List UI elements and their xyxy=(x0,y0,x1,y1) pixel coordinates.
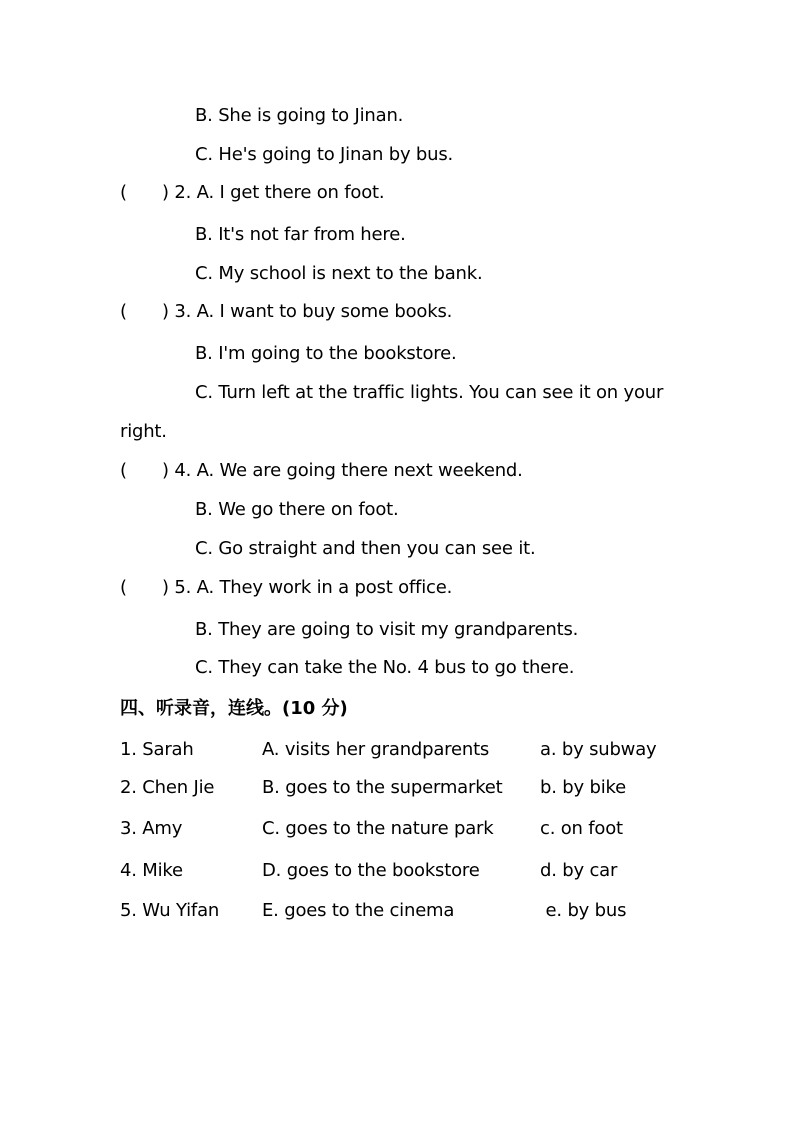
row-name: 4. Mike xyxy=(120,860,183,881)
q2-option-c: C. My school is next to the bank. xyxy=(195,263,483,284)
q3-option-a: 3. A. I want to buy some books. xyxy=(174,301,453,322)
row-activity: E. goes to the cinema xyxy=(262,900,455,921)
q2-answer-paren-close: ) xyxy=(162,182,169,203)
row-activity: C. goes to the nature park xyxy=(262,818,494,839)
q3-answer-paren-close: ) xyxy=(162,301,169,322)
q5-answer-paren-close: ) xyxy=(162,577,169,598)
q5-option-b: B. They are going to visit my grandparents. xyxy=(195,619,579,640)
row-transport: e. by bus xyxy=(540,900,627,921)
q5-option-c: C. They can take the No. 4 bus to go there. xyxy=(195,657,575,678)
row-transport: b. by bike xyxy=(540,777,626,798)
q4-option-c: C. Go straight and then you can see it. xyxy=(195,538,536,559)
q4-option-a: 4. A. We are going there next weekend. xyxy=(174,460,523,481)
q4-question-line xyxy=(120,459,523,483)
row-name: 1. Sarah xyxy=(120,739,194,760)
row-name: 2. Chen Jie xyxy=(120,777,215,798)
row-name: 3. Amy xyxy=(120,818,183,839)
q2-option-a: 2. A. I get there on foot. xyxy=(174,182,385,203)
row-activity: D. goes to the bookstore xyxy=(262,860,480,881)
q3-option-c-continuation: right. xyxy=(120,421,167,442)
row-transport: a. by subway xyxy=(540,739,657,760)
q2-option-b: B. It's not far from here. xyxy=(195,224,406,245)
q5-question-line xyxy=(120,576,452,600)
row-name: 5. Wu Yifan xyxy=(120,900,220,921)
q3-answer-paren-open: ( xyxy=(120,301,127,322)
q2-answer-paren-open: ( xyxy=(120,182,127,203)
q5-option-a: 5. A. They work in a post office. xyxy=(174,577,453,598)
row-activity: A. visits her grandparents xyxy=(262,739,490,760)
q3-question-line xyxy=(120,300,452,324)
q4-answer-paren-open: ( xyxy=(120,460,127,481)
row-activity: B. goes to the supermarket xyxy=(262,777,503,798)
q3-option-b: B. I'm going to the bookstore. xyxy=(195,343,457,364)
section-heading: 四、听录音，连线。(10 分) xyxy=(120,698,348,719)
q3-option-c: C. Turn left at the traffic lights. You can see it on your xyxy=(195,382,664,403)
row-transport: d. by car xyxy=(540,860,618,881)
q2-question-line xyxy=(120,181,384,205)
q1-option-b: B. She is going to Jinan. xyxy=(195,105,404,126)
q5-answer-paren-open: ( xyxy=(120,577,127,598)
q4-option-b: B. We go there on foot. xyxy=(195,499,399,520)
q1-option-c: C. He's going to Jinan by bus. xyxy=(195,144,454,165)
row-transport: c. on foot xyxy=(540,818,623,839)
q4-answer-paren-close: ) xyxy=(162,460,169,481)
